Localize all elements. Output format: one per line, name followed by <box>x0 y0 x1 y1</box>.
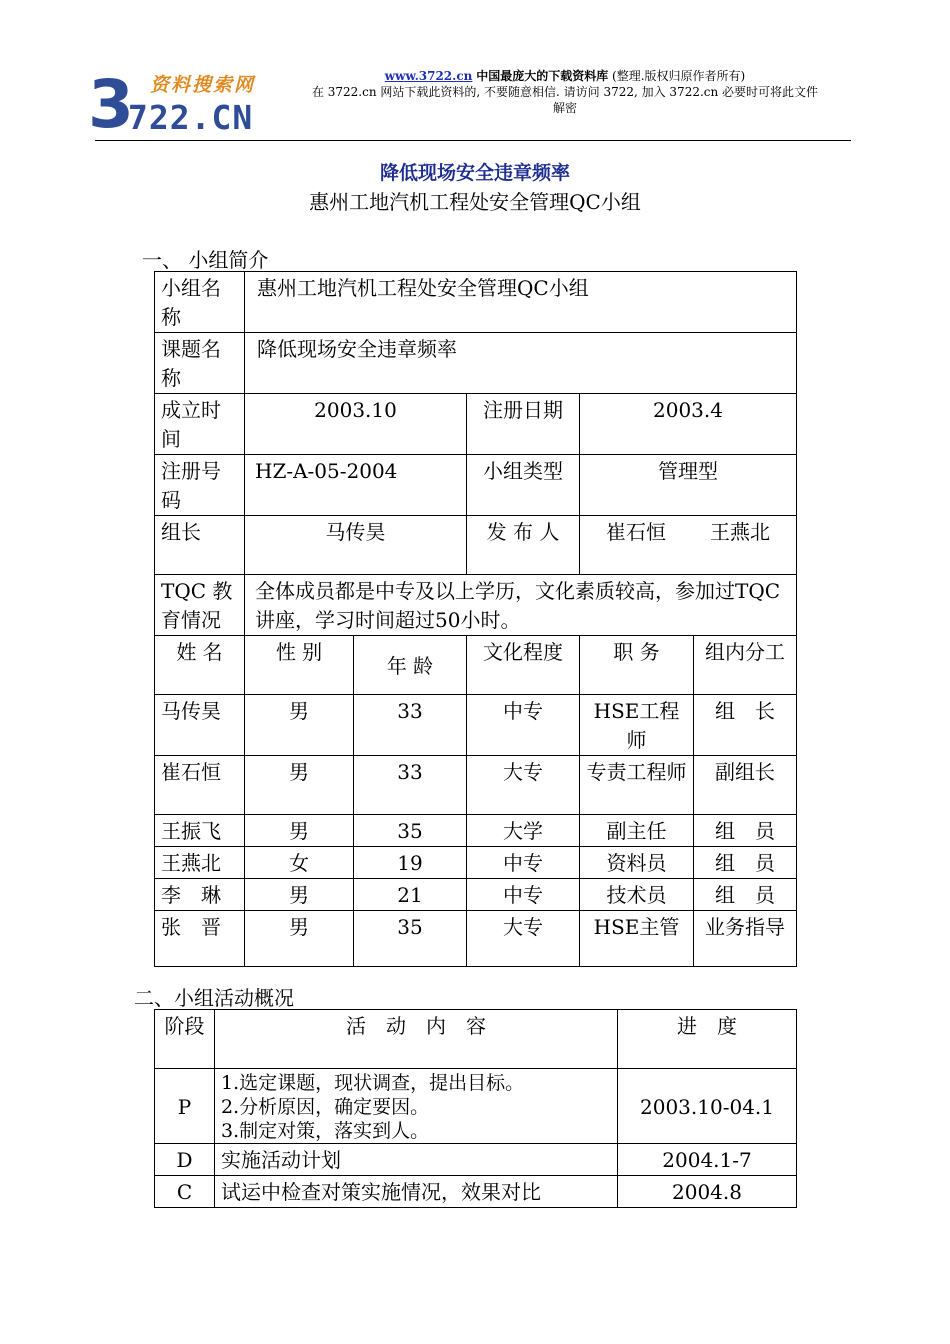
member-gender: 男 <box>245 815 354 847</box>
stage-p: P <box>155 1069 215 1144</box>
p-step-item: 2.分析原因，确定要因。 <box>221 1096 430 1118</box>
member-name: 王振飞 <box>155 815 245 847</box>
member-gender: 男 <box>245 695 354 756</box>
reg-no-value: HZ-A-05-2004 <box>245 455 467 516</box>
member-role: 组 员 <box>694 879 797 911</box>
col-header-gender: 性 别 <box>245 636 354 695</box>
table-row <box>155 911 797 967</box>
leader-value: 马传昊 <box>245 516 467 575</box>
header-tagline: 中国最庞大的下载资料库 <box>476 69 609 83</box>
col-header-stage: 阶段 <box>155 1010 215 1069</box>
member-age: 33 <box>354 756 467 815</box>
header-line3: 解密 <box>552 101 577 115</box>
founded-label: 成立时间 <box>155 394 245 455</box>
member-position: 专责工程师 <box>580 756 694 815</box>
member-age: 33 <box>354 695 467 756</box>
section1-heading: 一、 小组简介 <box>142 248 269 272</box>
col-header-progress: 进 度 <box>618 1010 797 1069</box>
publisher-name-1: 崔石恒 <box>606 520 666 544</box>
member-role: 业务指导 <box>694 911 797 967</box>
col-header-role: 组内分工 <box>694 636 797 695</box>
member-age: 19 <box>354 847 467 879</box>
table-row <box>155 516 797 575</box>
tqc-label: TQC 教育情况 <box>155 575 245 636</box>
table-row <box>155 695 797 756</box>
c-progress: 2004.8 <box>618 1176 797 1208</box>
member-position: 副主任 <box>580 815 694 847</box>
group-name-value: 惠州工地汽机工程处安全管理QC小组 <box>245 272 797 333</box>
member-header-row <box>155 636 797 695</box>
table-row <box>155 1069 797 1144</box>
logo-suffix: 722.CN <box>128 98 254 137</box>
member-gender: 女 <box>245 847 354 879</box>
member-education: 大专 <box>467 911 580 967</box>
site-link[interactable]: www.3722.cn <box>384 69 473 83</box>
header-note: (整理.版权归原作者所有) <box>612 69 746 83</box>
col-header-name: 姓 名 <box>155 636 245 695</box>
topic-label: 课题名称 <box>155 333 245 394</box>
type-label: 小组类型 <box>467 455 580 516</box>
leader-label: 组长 <box>155 516 245 575</box>
publisher-name-2: 王燕北 <box>710 520 770 544</box>
member-role: 副组长 <box>694 756 797 815</box>
header-divider <box>95 140 851 141</box>
member-role: 组 员 <box>694 815 797 847</box>
member-gender: 男 <box>245 756 354 815</box>
member-gender: 男 <box>245 911 354 967</box>
activity-header-row <box>155 1010 797 1069</box>
doc-subtitle: 惠州工地汽机工程处安全管理QC小组 <box>309 190 641 214</box>
table-row <box>155 1176 797 1208</box>
member-name: 张 晋 <box>155 911 245 967</box>
table-row <box>155 1144 797 1176</box>
table-row <box>155 272 797 333</box>
tqc-value: 全体成员都是中专及以上学历，文化素质较高，参加过TQC讲座，学习时间超过50小时。 <box>245 575 797 636</box>
d-progress: 2004.1-7 <box>618 1144 797 1176</box>
d-content: 实施活动计划 <box>215 1144 618 1176</box>
member-position: 技术员 <box>580 879 694 911</box>
publisher-value <box>580 516 797 575</box>
logo-number: 3 <box>88 66 134 143</box>
founded-value: 2003.10 <box>245 394 467 455</box>
p-step-item: 1.选定课题，现状调查，提出目标。 <box>221 1072 525 1094</box>
logo-site-name: 资料搜索网 <box>150 74 256 96</box>
col-header-position: 职 务 <box>580 636 694 695</box>
section2-heading: 二、小组活动概况 <box>134 986 294 1010</box>
p-progress: 2003.10-04.1 <box>618 1069 797 1144</box>
member-age: 35 <box>354 815 467 847</box>
member-name: 崔石恒 <box>155 756 245 815</box>
member-age: 21 <box>354 879 467 911</box>
reg-no-label: 注册号码 <box>155 455 245 516</box>
p-step-item: 3.制定对策，落实到人。 <box>221 1120 430 1142</box>
site-logo <box>88 66 283 143</box>
table-row <box>155 756 797 815</box>
stage-c: C <box>155 1176 215 1208</box>
doc-title: 降低现场安全违章频率 <box>379 162 570 184</box>
member-position: 资料员 <box>580 847 694 879</box>
table-row <box>155 394 797 455</box>
type-value: 管理型 <box>580 455 797 516</box>
member-education: 大专 <box>467 756 580 815</box>
table-row <box>155 575 797 636</box>
member-age: 35 <box>354 911 467 967</box>
stage-d: D <box>155 1144 215 1176</box>
member-position: HSE工程师 <box>580 695 694 756</box>
member-role: 组 员 <box>694 847 797 879</box>
table-row <box>155 879 797 911</box>
member-position: HSE主管 <box>580 911 694 967</box>
col-header-content: 活 动 内 容 <box>215 1010 618 1069</box>
member-education: 中专 <box>467 695 580 756</box>
activity-table <box>154 1009 797 1208</box>
group-info-table <box>154 271 797 967</box>
group-name-label: 小组名称 <box>155 272 245 333</box>
col-header-education: 文化程度 <box>467 636 580 695</box>
table-row <box>155 333 797 394</box>
header-line2: 在 3722.cn 网站下载此资料的, 不要随意相信. 请访问 3722, 加入 3722.cn 必要时可将此文件 <box>311 85 819 99</box>
member-education: 中专 <box>467 879 580 911</box>
c-content: 试运中检查对策实施情况，效果对比 <box>215 1176 618 1208</box>
member-education: 中专 <box>467 847 580 879</box>
table-row <box>155 455 797 516</box>
table-row <box>155 847 797 879</box>
page-header <box>275 68 855 116</box>
member-role: 组 长 <box>694 695 797 756</box>
reg-date-label: 注册日期 <box>467 394 580 455</box>
table-row <box>155 815 797 847</box>
member-name: 李 琳 <box>155 879 245 911</box>
publisher-label: 发 布 人 <box>467 516 580 575</box>
col-header-age: 年 龄 <box>354 636 467 695</box>
topic-value: 降低现场安全违章频率 <box>245 333 797 394</box>
member-gender: 男 <box>245 879 354 911</box>
member-name: 王燕北 <box>155 847 245 879</box>
reg-date-value: 2003.4 <box>580 394 797 455</box>
member-education: 大学 <box>467 815 580 847</box>
p-steps <box>215 1069 618 1144</box>
member-name: 马传昊 <box>155 695 245 756</box>
